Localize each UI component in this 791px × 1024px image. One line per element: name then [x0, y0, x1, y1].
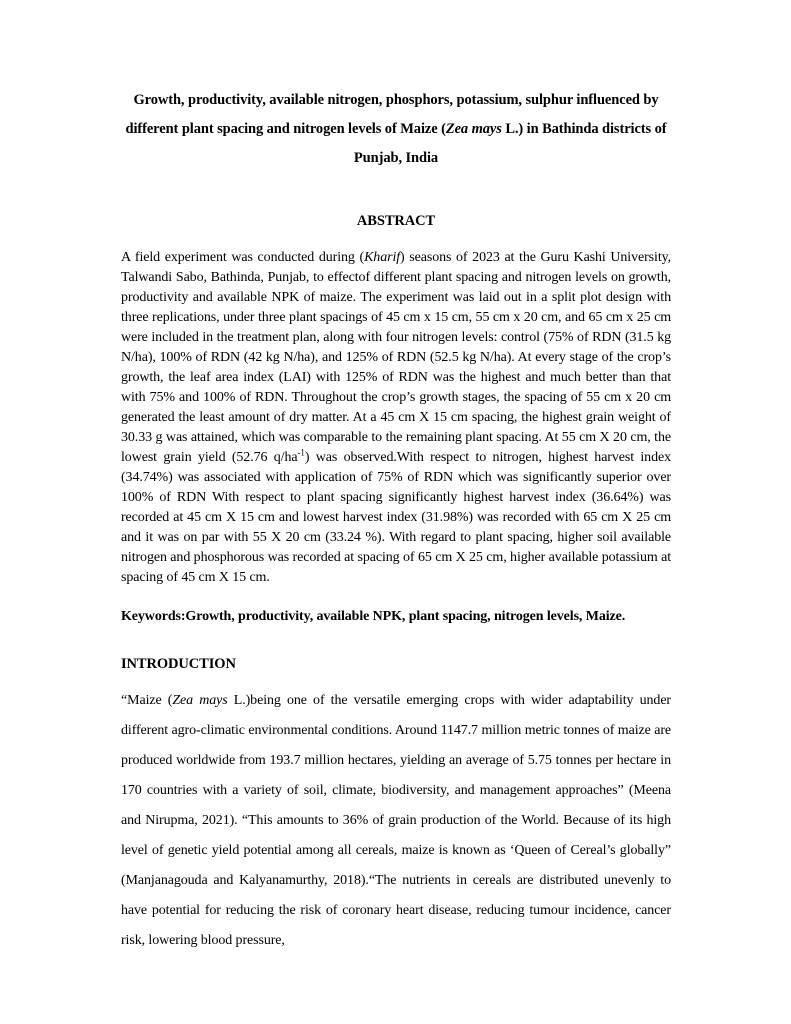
- abstract-paragraph: [121, 248, 671, 588]
- keywords-text: Keywords:Growth, productivity, available NPK, plant spacing, nitrogen levels, Maize.: [121, 609, 626, 624]
- title-species-name-italic: Zea mays: [445, 121, 502, 137]
- introduction-paragraph: [121, 686, 671, 956]
- title-text: L.) in Bathinda districts of Punjab, India: [353, 121, 667, 166]
- intro-text: L.)being one of the versatile emerging crops with wider adaptability under different agro-climatic environmental conditions. Around 1147.7 million metric tonnes of maize are produced worldwide from 193.7 million hectares, yielding an average of 5.75 tonnes per hectare in 170 countries with a variety of soil, climate, biodiversity, and management approaches” (Meena and Nirupma, 2021). “This amounts to 36% of grain production of the World. Because of its high level of genetic yield potential among all cereals, maize is known as ‘Queen of Cereal’s globally” (Manjanagouda and Kalyanamurthy, 2018).“The nutrients in cereals are distributed unevenly to have potential for reducing the risk of coronary heart disease, reducing tumour incidence, cancer risk, lowering blood pressure,: [121, 693, 671, 948]
- title-text: Growth, productivity, available nitrogen, phosphors, potassium, sulphur influenced by different plant spacing and nitrogen levels of Maize (: [125, 92, 659, 137]
- abstract-text: ) seasons of 2023 at the Guru Kashi University, Talwandi Sabo, Bathinda, Punjab, to effectof different plant spacing and nitrogen levels on growth, productivity and available NPK of maize. The experiment was laid out in a split plot design with three replications, under three plant spacings of 45 cm x 15 cm, 55 cm x 20 cm, and 65 cm x 25 cm were included in the treatment plan, along with four nitrogen levels: control (75% of RDN (31.5 kg N/ha), 100% of RDN (42 kg N/ha), and 125% of RDN (52.5 kg N/ha). At every stage of the crop’s growth, the leaf area index (LAI) with 125% of RDN was the highest and much better than that with 75% and 100% of RDN. Throughout the crop’s growth stages, the spacing of 55 cm x 20 cm generated the least amount of dry matter. At a 45 cm X 15 cm spacing, the highest grain weight of 30.33 g was attained, which was comparable to the remaining plant spacing. At 55 cm X 20 cm, the lowest grain yield (52.76 q/ha: [121, 250, 671, 465]
- paper-title: [121, 86, 671, 173]
- abstract-text: A field experiment was conducted during (: [121, 250, 365, 265]
- abstract-kharif-italic: Kharif: [364, 250, 401, 265]
- abstract-heading: ABSTRACT: [356, 213, 436, 229]
- intro-text: “Maize (: [121, 693, 173, 708]
- keywords-line: [121, 607, 671, 627]
- superscript-exponent: -1: [297, 447, 305, 458]
- introduction-heading: INTRODUCTION: [121, 656, 236, 672]
- abstract-text: ) was observed.With respect to nitrogen, highest harvest index (34.74%) was associated with application of 75% of RDN which was significantly superior over 100% of RDN With respect to plant spacing significantly highest harvest index (36.64%) was recorded at 45 cm X 15 cm and lowest harvest index (31.98%) was recorded with 65 cm X 25 cm and it was on par with 55 X 20 cm (33.24 %). With regard to plant spacing, higher soil available nitrogen and phosphorous was recorded at spacing of 65 cm X 25 cm, higher available potassium at spacing of 45 cm X 15 cm.: [121, 450, 672, 585]
- intro-species-name-italic: Zea mays: [172, 693, 228, 708]
